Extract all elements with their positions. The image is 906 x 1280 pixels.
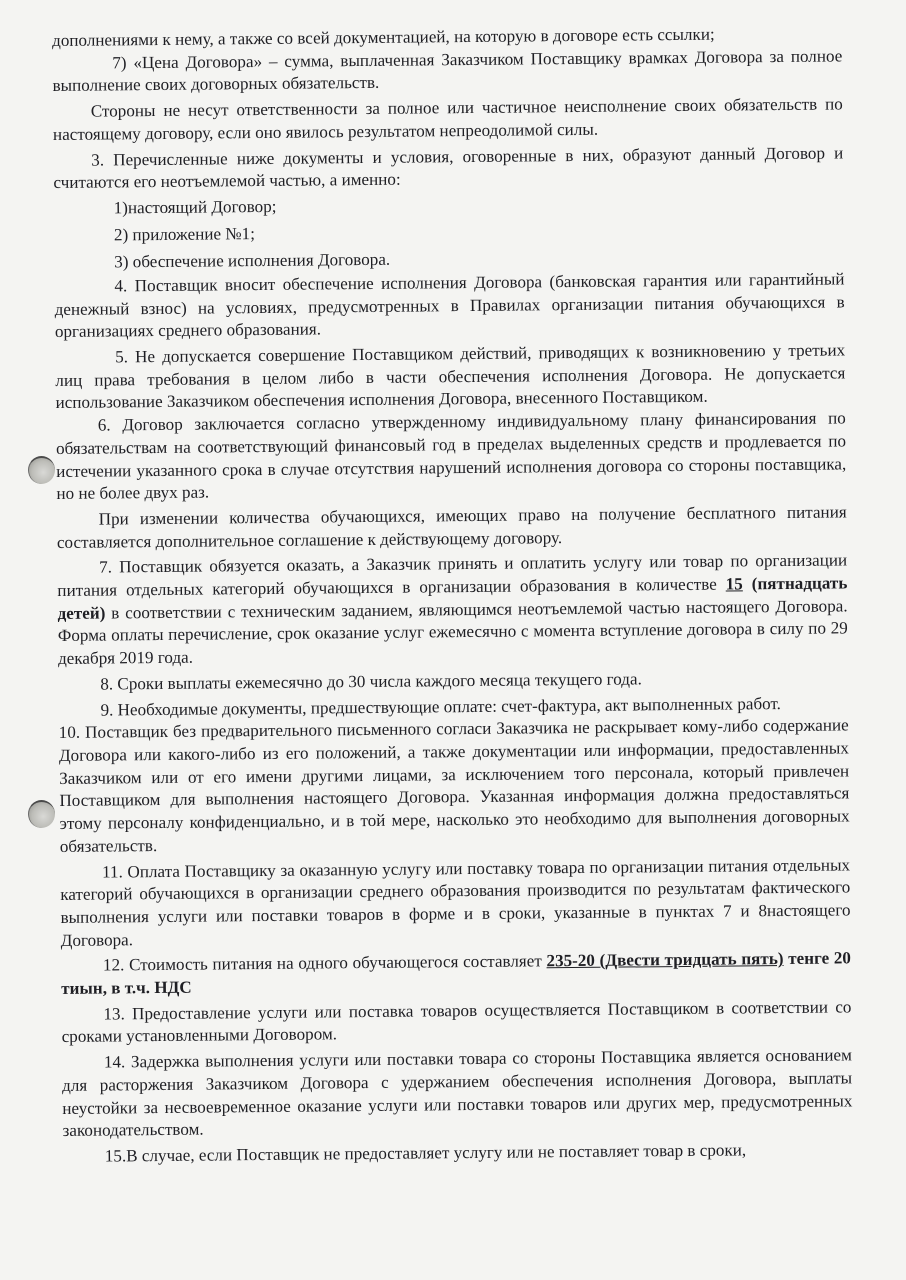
force-majeure-clause: Стороны не несут ответственности за полное или частичное неисполнение своих обязательств по настоящему договору, если оно явилось результатом непреодолимой силы. [52,94,843,144]
contract-text-body [52,22,853,1168]
punch-hole-top [28,456,55,484]
clause-15: 15.В случае, если Поставщик не предоставляет услугу или не поставляет товар в сроки, [104,1140,747,1166]
clause-6: 6. Договор заключается согласно утвержденному индивидуальному плану финансирования по обязательствам на соответствующий финансовый год в пределах выделенных средств и продлевается по истечении указанного срока в случае отсутствия нарушений исполнения договора со стороны поставщика, но не более двух раз. [55,408,847,504]
contract-documents-list [54,187,845,276]
clause-12-text-a: 12. Стоимость питания на одного обучающегося составляет [102,951,547,975]
clause-7 [57,550,848,671]
clause-12-text-b: тенге 20 тиын, в т.ч. НДС [61,948,852,998]
line-top: дополнениями к нему, а также со всей документацией, на которую в договоре есть ссылки; [52,24,715,50]
clause-7-text-b: в соответствии с техническим заданием, являющимся неотъемлемой частью настоящего Договора. Форма оплаты перечисление, срок оказание услуг ежемесячно с момента вступление договора в силу по 29 декабря 2019 года. [57,596,848,669]
list-item: 2) приложение №1; [113,223,256,245]
clause-3: 3. Перечисленные ниже документы и условия, оговоренные в них, образуют данный Договор и считаются его неотъемлемой частью, а именно: [53,142,844,193]
clause-7-price-definition: 7) «Цена Договора» – сумма, выплаченная Заказчиком Поставщику врамках Договора за полное выполнение своих договорных обязательств. [52,46,843,96]
children-count-words: (пятнадцать детей) [57,573,848,623]
clause-9: 9. Необходимые документы, предшествующие оплате: счет-фактура, акт выполненных работ. [100,693,781,720]
clause-7-text-a: 7. Поставщик обязуется оказать, а Заказчик принять и оплатить услугу или товар по организации питания отдельных категорий обучающихся в организации образования в количестве [57,550,848,601]
list-item: 3) обеспечение исполнения Договора. [114,249,391,272]
clause-13: 13. Предоставление услуги или поставка товаров осуществляется Поставщиком в соответствии со сроками установленными Договором. [61,997,852,1047]
clause-6-addendum: При изменении количества обучающихся, имеющих право на получение бесплатного питания составляется дополнительное соглашение к действующему договору. [56,502,847,552]
clause-8: 8. Сроки выплаты ежемесячно до 30 числа каждого месяца текущего года. [100,669,642,694]
clause-12 [61,948,851,1001]
list-item: 1)настоящий Договор; [113,196,277,218]
clause-11: 11. Оплата Поставщику за оказанную услугу или поставку товара по организации питания отдельных категорий обучающихся в организации среднего образования производится по результатам фактического выполнения услуги или поставки товаров в форме и в сроки, указанные в пунктах 7 и 8настоящего Договора. [60,854,851,950]
clause-4: 4. Поставщик вносит обеспечение исполнения Договора (банковская гарантия или гарантийный денежный взнос) на условиях, предусмотренных в Правилах организации питания обучающихся в организациях среднего образования. [54,269,845,342]
children-count: 15 [725,574,743,594]
meal-price: 235-20 (Двести тридцать пять) [546,949,784,971]
clause-14: 14. Задержка выполнения услуги или поставки товара со стороны Поставщика является основанием для расторжения Заказчиком Договора с удержанием обеспечения исполнения Договора, выплаты неустойки за несвоевременное оказание услуги или поставки товаров или других мер, предусмотренных законодательством. [62,1045,853,1141]
clause-10: 10. Поставщик без предварительного письменного согласи Заказчика не раскрывает кому-либо содержание Договора или какого-либо из его положений, а также документации или информации, предоставленных Заказчиком или от его имени другими лицами, за исключением того персонала, который привлечен Поставщиком для выполнения настоящего Договора. Указанная информация должна предоставляться этому персоналу конфиденциально, и в той мере, насколько это необходимо для выполнения договорных обязательств. [58,715,850,856]
clause-5: 5. Не допускается совершение Поставщиком действий, приводящих к возникновению у третьих лиц права требования в целом либо в части обеспечения исполнения Договора. Не допускается использование Заказчиком обеспечения исполнения Договора, внесенного Поставщиком. [55,340,846,413]
punch-hole-bottom [28,800,55,828]
